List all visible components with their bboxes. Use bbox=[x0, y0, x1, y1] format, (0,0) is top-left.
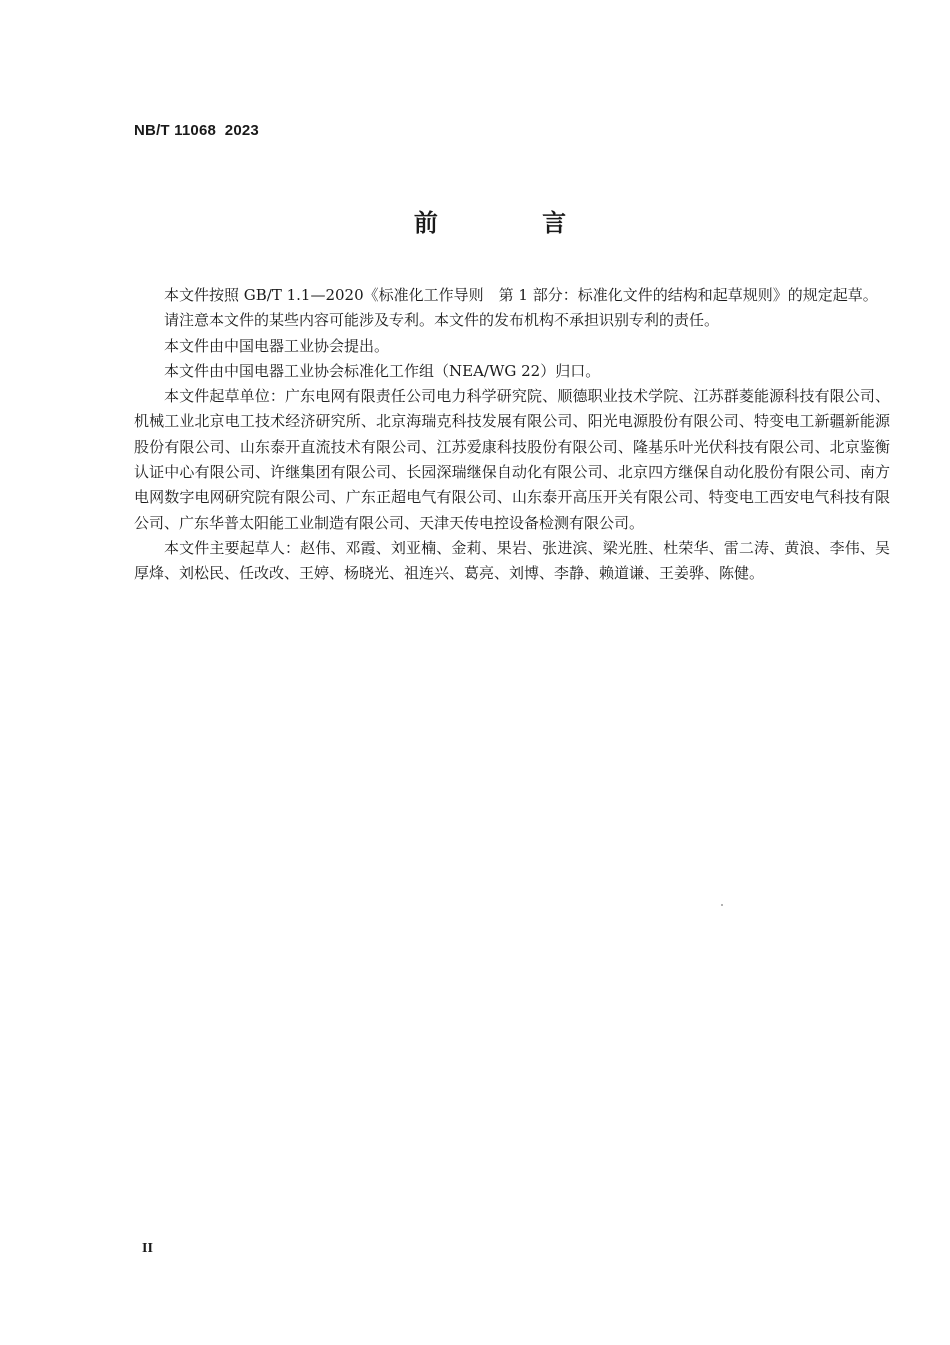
paragraph-drafting-rules: 本文件按照 GB/T 1.1—2020《标准化工作导则 第 1 部分：标准化文件的结构和起草规则》的规定起草。 bbox=[164, 286, 878, 304]
standard-code: NB/T 11068 2023 bbox=[134, 122, 259, 139]
paragraph-proposer: 本文件由中国电器工业协会提出。 bbox=[164, 336, 390, 355]
foreword-body bbox=[134, 283, 890, 587]
page-number: II bbox=[142, 1241, 153, 1256]
section-title: 前 言 bbox=[413, 209, 615, 237]
scan-speck bbox=[721, 904, 723, 906]
paragraph-drafters: 本文件主要起草人：赵伟、邓霞、刘亚楠、金莉、果岩、张进滨、梁光胜、杜荣华、雷二涛、黄浪、李伟、吴厚烽、刘松民、任改改、王婷、杨晓光、祖连兴、葛亮、刘博、李静、赖道谦、王姜骅、陈健。 bbox=[134, 538, 890, 583]
paragraph-drafting-organizations: 本文件起草单位：广东电网有限责任公司电力科学研究院、顺德职业技术学院、江苏群菱能源科技有限公司、机械工业北京电工技术经济研究所、北京海瑞克科技发展有限公司、阳光电源股份有限公司、特变电工新疆新能源股份有限公司、山东泰开直流技术有限公司、江苏爱康科技股份有限公司、隆基乐叶光伏科技有限公司、北京鉴衡认证中心有限公司、许继集团有限公司、长园深瑞继保自动化有限公司、北京四方继保自动化股份有限公司、南方电网数字电网研究院有限公司、广东正超电气有限公司、山东泰开高压开关有限公司、特变电工西安电气科技有限公司、广东华普太阳能工业制造有限公司、天津天传电控设备检测有限公司。 bbox=[134, 387, 890, 532]
paragraph-technical-committee: 本文件由中国电器工业协会标准化工作组（NEA/WG 22）归口。 bbox=[164, 361, 601, 380]
paragraph-patent-notice: 请注意本文件的某些内容可能涉及专利。本文件的发布机构不承担识别专利的责任。 bbox=[164, 311, 720, 330]
